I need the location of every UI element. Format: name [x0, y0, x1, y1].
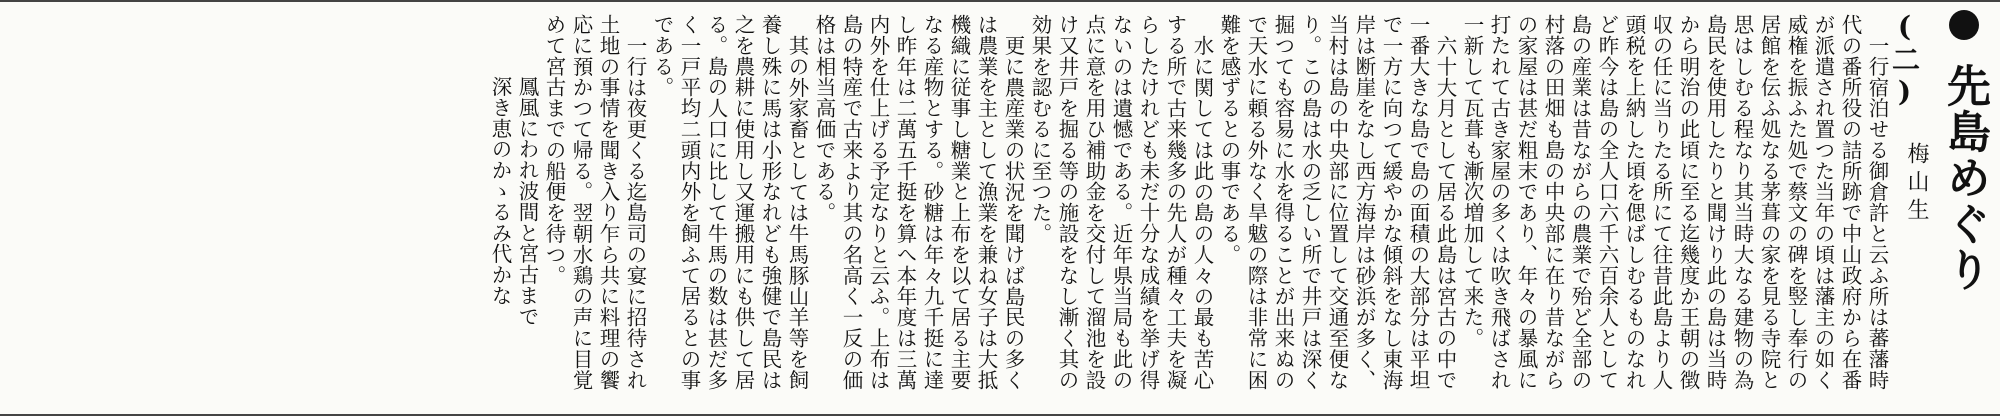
article-paragraph: 一行宿泊せる御倉許と云ふ所は蕃藩時代の番所役の詰所跡で中山政府から在番が派遣され置つた当年の頃は藩主の如く威権を振ふた処で蔡文の碑を竪し奉行の居館を伝ふ処なる茅葺の家を見る寺院と思はしむる程なり其当時大なる建物の為島民を使用したりと聞けり此の島は当時から明治の此頃に至る迄幾度か王朝の徴収の任に当りたる所にて往昔此島より人頭税を上納した頃を偲ばしむるものなれど昨今は島の全人口六千六百余人として島の産業は昔ながらの農業で殆ど全部の村落の田畑も島の中央部に在り昔ながらの家屋は甚だ粗末であり、年々の暴風に打たれて古き家屋の多くは吹き飛ばされ一新して瓦葺も漸次増加して来た。 — [1460, 14, 1889, 391]
article-series-number: (二) — [1888, 10, 1921, 110]
closing-verse-line: 深き恵のかゝるみ代かな — [488, 75, 512, 306]
article-paragraph: 六十大月として居る此島は宮古の中で一番大きな島で島の面積の大部分は平坦で一方に向つて緩やかな傾斜をなし東海岸は断崖をなし西方海岸は砂浜が多く、当村は島の中央部に位置して交通至便なり。この島は水の乏しい所で井戸は深く掘つても容易に水を得ることが出来ぬので天水に頼る外なく旱魃の際は非常に困難を感ずるとの事である。 — [1217, 14, 1457, 391]
title-bullet-icon — [1949, 10, 1979, 40]
closing-verse-line: 鳳風にわれ波間と宮古まで — [515, 75, 539, 327]
article-body — [10, 14, 1890, 406]
article-paragraph: 一行は夜更くる迄島司の宴に招待され土地の事情を聞き入り乍ら共に料理の饗応に預かつて帰る。翌朝水鶏の声に目覚めて宮古までの船便を待つ。 — [542, 14, 647, 391]
article-author: 梅山生 — [1904, 142, 1929, 226]
article-paragraph: 水に関しては此の島の人々の最も苦心する所で古来幾多の先人が種々工夫を凝らしたけれども未だ十分な成績を挙げ得ないのは遺憾である。近年県当局も此の点に意を用ひ補助金を交付して溜池を設け又井戸を掘る等の施設をなし漸く其の効果を認むるに至つた。 — [1028, 14, 1214, 391]
article-paragraph: 其の外家畜としては牛馬豚山羊等を飼養し殊に馬は小形なれども強健で島民は之を農耕に使用し又運搬用にも供して居る。島の人口に比して牛馬の数は甚だ多く一戸平均二頭内外を飼ふて居るとの事である。 — [650, 14, 809, 391]
article-paragraph: 更に農産業の状況を聞けば島民の多くは農業を主として漁業を兼ね女子は大抵機織に従事し糖業と上布を以て居る主要なる産物とする。砂糖は年々九千挺に達し昨年は二萬五千挺を算へ本年度は三萬内外を仕上げる予定なりと云ふ。上布は島の特産で古来より其の名高く一反の価格は相当高価である。 — [812, 14, 1025, 391]
article-title: 先島めぐり — [1939, 63, 1990, 293]
